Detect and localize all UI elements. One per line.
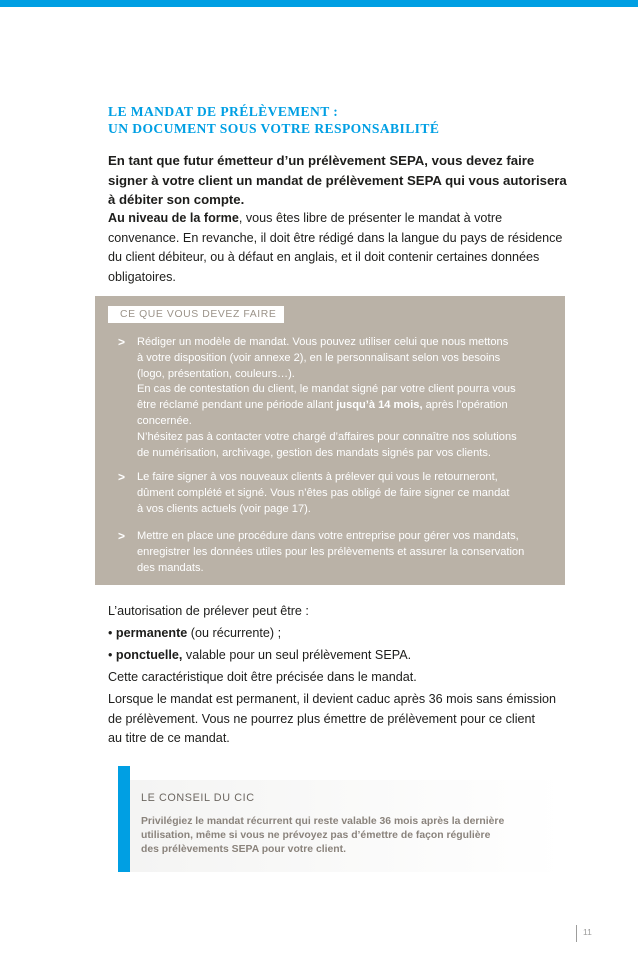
- advice-line: utilisation, même si vous ne prévoyez pas d’émettre de façon régulière: [141, 830, 491, 842]
- todo-item-line: enregistrer les données utiles pour les prélèvements et assurer la conservation: [137, 545, 525, 558]
- expiry-line: Lorsque le mandat est permanent, il devient caduc après 36 mois sans émission: [108, 692, 557, 706]
- heading-line-1: LE MANDAT DE PRÉLÈVEMENT :: [108, 104, 339, 119]
- page-number-divider: [576, 925, 577, 942]
- single-desc: valable pour un seul prélèvement SEPA.: [182, 648, 412, 662]
- form-bold-lead: Au niveau de la forme: [108, 211, 239, 225]
- form-line-4: obligatoires.: [108, 269, 176, 284]
- bullet-dot-icon: •: [108, 626, 113, 640]
- todo-item-emphasis: jusqu’à 14 mois,: [336, 399, 423, 412]
- permanent-desc: (ou récurrente) ;: [187, 626, 282, 640]
- permanent-term: permanente: [115, 626, 188, 640]
- advice-text: [141, 815, 551, 858]
- arrow-bullet-icon: >: [118, 470, 126, 484]
- todo-box-label: CE QUE VOUS DEVEZ FAIRE: [108, 306, 284, 323]
- todo-item-line: Le faire signer à vos nouveaux clients à prélever qui vous le retourneront,: [137, 471, 498, 483]
- single-term: ponctuelle,: [115, 648, 183, 662]
- expiry-line: de prélèvement. Vous ne pourrez plus émettre de prélèvement pour ce client: [108, 711, 536, 726]
- form-paragraph: [108, 209, 578, 287]
- intro-line: à débiter son compte.: [108, 192, 245, 207]
- todo-item-line: concernée.: [137, 414, 192, 427]
- section-heading: [108, 103, 578, 137]
- todo-item-text: après l’opération: [422, 399, 508, 412]
- arrow-bullet-icon: >: [118, 335, 126, 349]
- authorization-note: Cette caractéristique doit être précisée dans le mandat.: [108, 670, 417, 684]
- advice-line: des prélèvements SEPA pour votre client.: [141, 844, 346, 856]
- authorization-section: [108, 600, 578, 688]
- todo-item-line: Mettre en place une procédure dans votre entreprise pour gérer vos mandats,: [137, 530, 519, 542]
- todo-item-line: de numérisation, archivage, gestion des mandats signés par vos clients.: [137, 446, 491, 459]
- form-line-2: convenance. En revanche, il doit être rédigé dans la langue du pays de résidence: [108, 230, 563, 245]
- intro-paragraph: [108, 151, 578, 210]
- todo-item-line: à votre disposition (voir annexe 2), en le personnalisant selon vos besoins: [137, 351, 501, 364]
- todo-item-line: N’hésitez pas à contacter votre chargé d’affaires pour connaître nos solutions: [137, 430, 517, 443]
- arrow-bullet-icon: >: [118, 529, 126, 543]
- todo-item-line: (logo, présentation, couleurs…).: [137, 367, 295, 380]
- todo-item-line: [137, 398, 557, 414]
- advice-accent-bar: [118, 766, 130, 872]
- expiry-paragraph: [108, 690, 578, 749]
- advice-line: Privilégiez le mandat récurrent qui reste valable 36 mois après la dernière: [141, 816, 505, 827]
- form-line-1-rest: , vous êtes libre de présenter le mandat à votre: [238, 211, 503, 225]
- todo-item-text: être réclamé pendant une période allant: [137, 399, 337, 412]
- todo-item-line: à vos clients actuels (voir page 17).: [137, 502, 311, 515]
- form-line-1: [108, 209, 578, 229]
- authorization-intro: L’autorisation de prélever peut être :: [108, 604, 309, 618]
- todo-item-line: des mandats.: [137, 561, 204, 574]
- authorization-permanent: [108, 622, 578, 644]
- todo-item-line: dûment complété et signé. Vous n’êtes pas obligé de faire signer ce mandat: [137, 486, 510, 499]
- intro-line: En tant que futur émetteur d’un prélèvement SEPA, vous devez faire: [108, 153, 535, 168]
- form-line-3: du client débiteur, ou à défaut en anglais, et il doit contenir certaines données: [108, 250, 540, 264]
- heading-line-2: UN DOCUMENT SOUS VOTRE RESPONSABILITÉ: [108, 121, 440, 136]
- intro-line: signer à votre client un mandat de prélèvement SEPA qui vous autorisera: [108, 172, 567, 188]
- authorization-single: [108, 644, 578, 666]
- todo-item-line: Rédiger un modèle de mandat. Vous pouvez utiliser celui que nous mettons: [137, 336, 509, 348]
- bullet-dot-icon: •: [108, 648, 113, 662]
- todo-item-line: En cas de contestation du client, le mandat signé par votre client pourra vous: [137, 383, 516, 396]
- advice-title: LE CONSEIL DU CIC: [141, 792, 255, 804]
- expiry-line: au titre de ce mandat.: [108, 731, 230, 745]
- top-accent-bar: [0, 0, 638, 7]
- page-number: 11: [583, 927, 592, 937]
